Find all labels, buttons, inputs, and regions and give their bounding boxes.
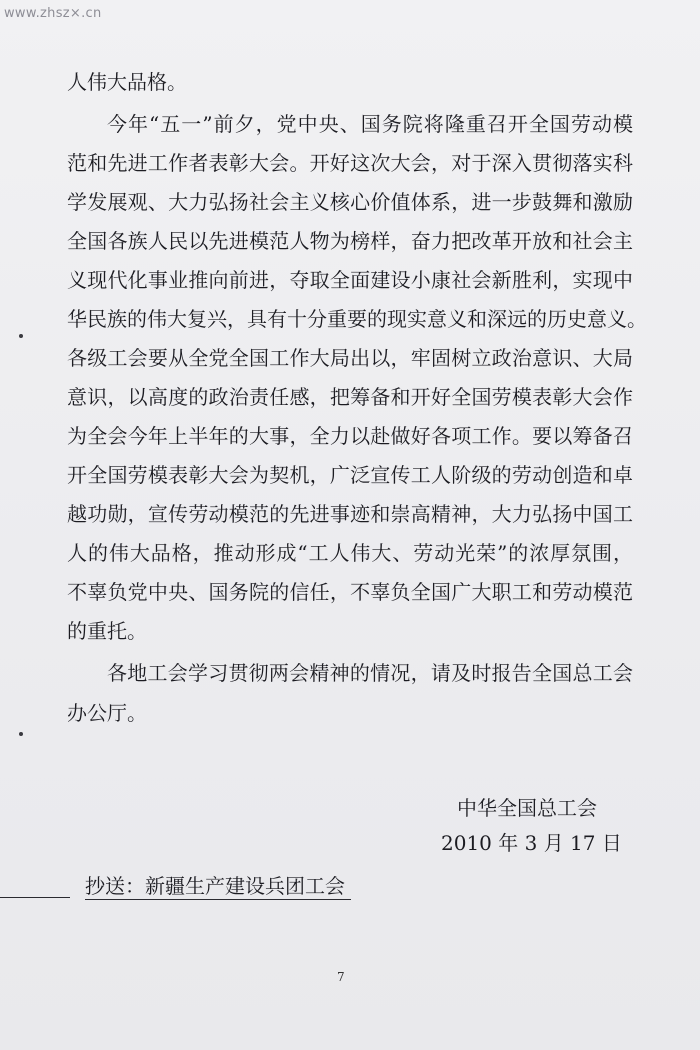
text-line: 全国各族人民以先进模范人物为榜样，奋力把改革开放和社会主 (67, 229, 633, 253)
text-line: 人伟大品格。 (67, 70, 187, 94)
text-line: 人的伟大品格，推动形成“工人伟大、劳动光荣”的浓厚氛围， (67, 541, 633, 565)
text-line: 今年“五一”前夕，党中央、国务院将隆重召开全国劳动模 (107, 112, 633, 136)
watermark: www.zhsz×.cn (4, 6, 102, 21)
text-line: 各地工会学习贯彻两会精神的情况，请及时报告全国总工会 (107, 661, 633, 685)
scan-speck (19, 732, 23, 736)
text-line: 为全会今年上半年的大事，全力以赴做好各项工作。要以筹备召 (67, 424, 633, 448)
text-line: 越功勋，宣传劳动模范的先进事迹和崇高精神，大力弘扬中国工 (67, 502, 633, 526)
text-line: 学发展观、大力弘扬社会主义核心价值体系，进一步鼓舞和激励 (67, 190, 633, 214)
text-line: 的重托。 (67, 619, 147, 643)
text-line: 办公厅。 (67, 701, 147, 725)
page-number: 7 (337, 970, 345, 984)
text-line: 各级工会要从全党全国工作大局出以，牢固树立政治意识、大局 (67, 346, 633, 370)
text-line: 范和先进工作者表彰大会。开好这次大会，对于深入贯彻落实科 (67, 151, 633, 175)
scan-speck (19, 334, 23, 338)
text-line: 开全国劳模表彰大会为契机，广泛宣传工人阶级的劳动创造和卓 (67, 463, 633, 487)
text-line: 意识，以高度的政治责任感，把筹备和开好全国劳模表彰大会作 (67, 385, 633, 409)
signature-date: 2010 年 3 月 17 日 (441, 831, 622, 855)
cc-line: 抄送：新疆生产建设兵团工会 (85, 874, 351, 900)
text-line: 不辜负党中央、国务院的信任，不辜负全国广大职工和劳动模范 (67, 580, 633, 604)
signature-org: 中华全国总工会 (457, 796, 597, 820)
cc-rule (0, 897, 70, 898)
text-line: 华民族的伟大复兴，具有十分重要的现实意义和深远的历史意义。 (67, 307, 647, 331)
text-line: 义现代化事业推向前进，夺取全面建设小康社会新胜利，实现中 (67, 268, 633, 292)
